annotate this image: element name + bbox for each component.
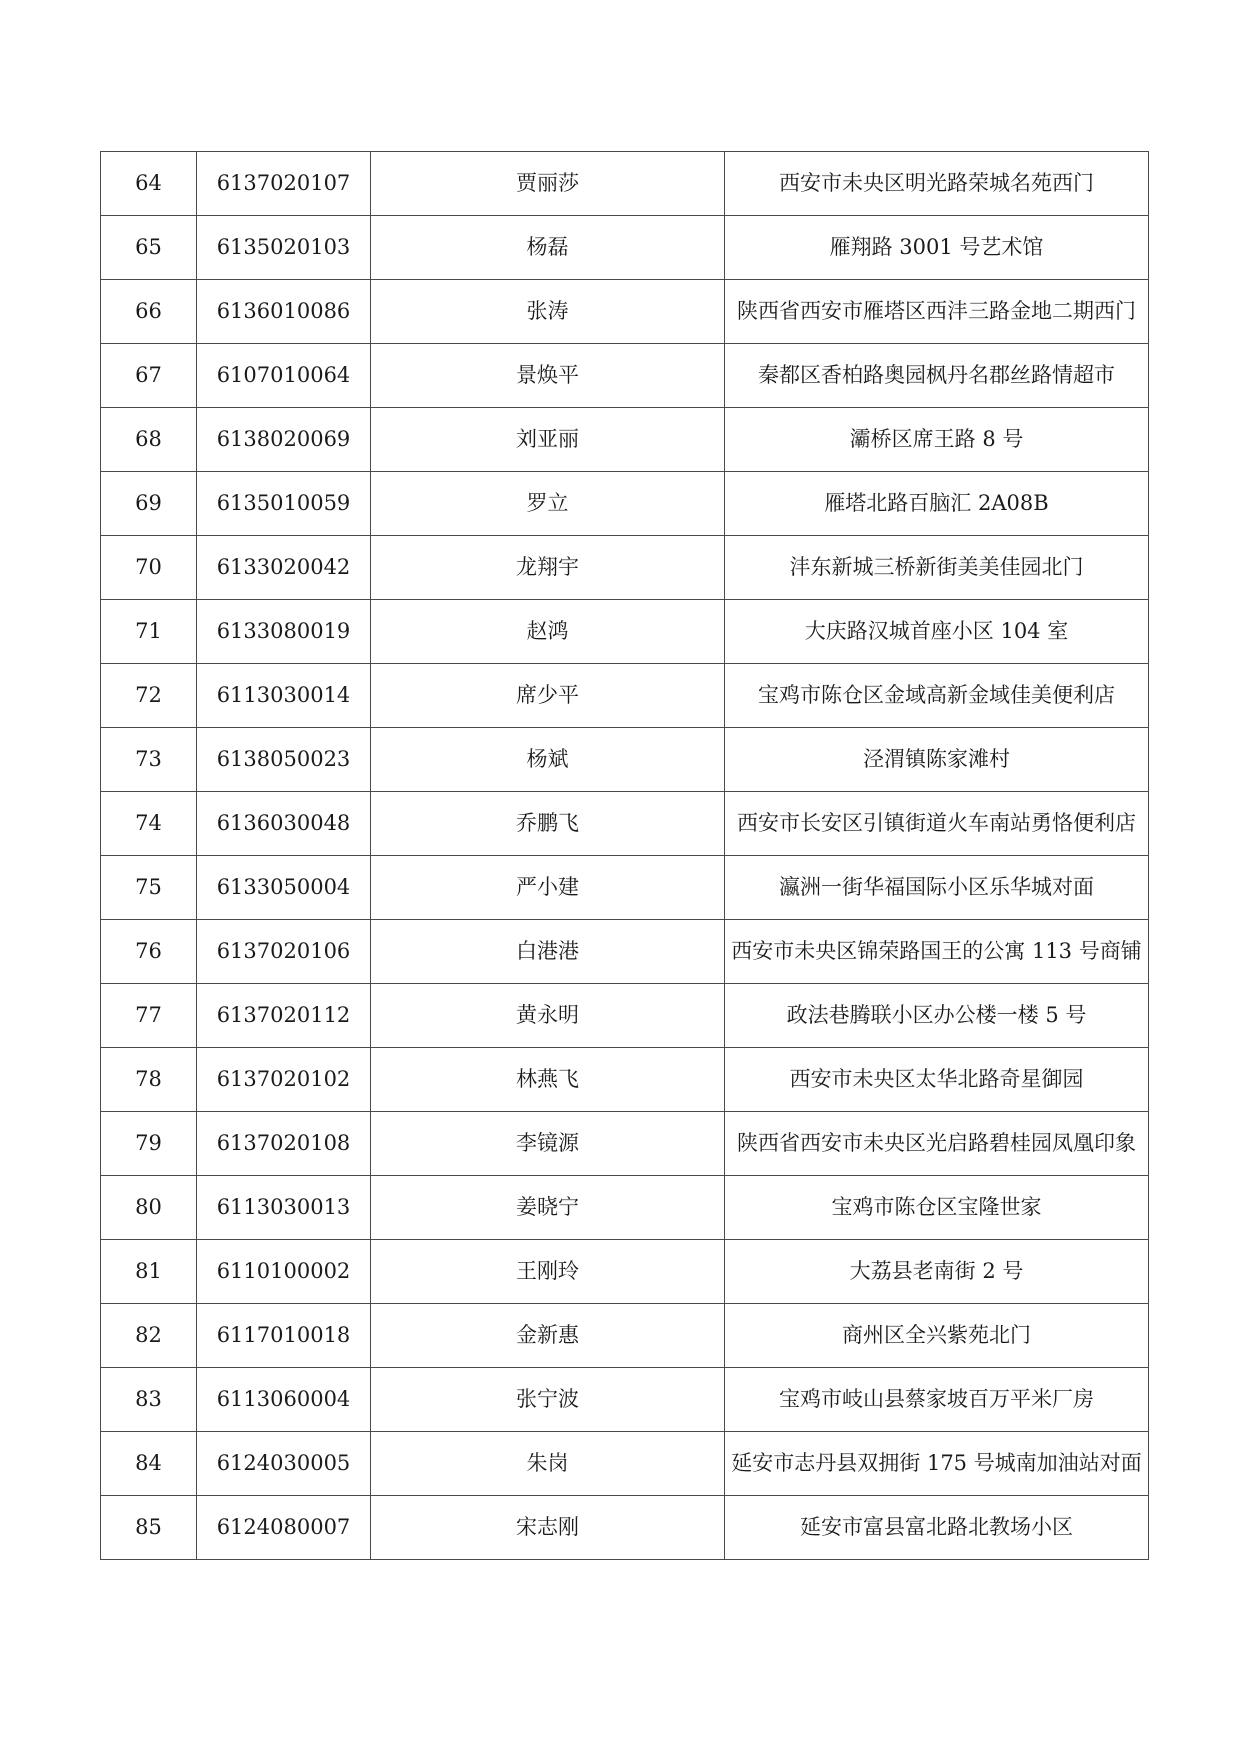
name-cell: 刘亚丽 [371,408,725,472]
address-cell: 政法巷腾联小区办公楼一楼 5 号 [725,984,1149,1048]
name-cell: 杨磊 [371,216,725,280]
name-cell: 罗立 [371,472,725,536]
table-row [101,472,1149,536]
roster-body [101,152,1149,1560]
code-cell: 6124080007 [197,1496,371,1560]
code-cell: 6113030014 [197,664,371,728]
table-row [101,984,1149,1048]
name-cell: 杨斌 [371,728,725,792]
address-cell: 商州区全兴紫苑北门 [725,1304,1149,1368]
row-number-cell: 78 [101,1048,197,1112]
name-cell: 朱岗 [371,1432,725,1496]
table-row [101,920,1149,984]
table-row [101,152,1149,216]
address-cell: 宝鸡市陈仓区宝隆世家 [725,1176,1149,1240]
name-cell: 黄永明 [371,984,725,1048]
table-row [101,536,1149,600]
table-row [101,1048,1149,1112]
station-roster-table [100,151,1149,1560]
row-number-cell: 79 [101,1112,197,1176]
code-cell: 6137020112 [197,984,371,1048]
row-number-cell: 81 [101,1240,197,1304]
code-cell: 6117010018 [197,1304,371,1368]
table-row [101,344,1149,408]
name-cell: 王刚玲 [371,1240,725,1304]
table-row [101,1368,1149,1432]
row-number-cell: 83 [101,1368,197,1432]
name-cell: 李镜源 [371,1112,725,1176]
row-number-cell: 71 [101,600,197,664]
code-cell: 6133080019 [197,600,371,664]
row-number-cell: 75 [101,856,197,920]
address-cell: 宝鸡市陈仓区金域高新金域佳美便利店 [725,664,1149,728]
row-number-cell: 68 [101,408,197,472]
table-row [101,856,1149,920]
code-cell: 6137020102 [197,1048,371,1112]
row-number-cell: 85 [101,1496,197,1560]
address-cell: 西安市长安区引镇街道火车南站勇恪便利店 [725,792,1149,856]
code-cell: 6133050004 [197,856,371,920]
table-row [101,1432,1149,1496]
address-cell: 陕西省西安市未央区光启路碧桂园凤凰印象 [725,1112,1149,1176]
name-cell: 林燕飞 [371,1048,725,1112]
row-number-cell: 64 [101,152,197,216]
name-cell: 贾丽莎 [371,152,725,216]
table-row [101,1240,1149,1304]
row-number-cell: 77 [101,984,197,1048]
name-cell: 景焕平 [371,344,725,408]
row-number-cell: 82 [101,1304,197,1368]
code-cell: 6113060004 [197,1368,371,1432]
address-cell: 雁翔路 3001 号艺术馆 [725,216,1149,280]
name-cell: 金新惠 [371,1304,725,1368]
table-row [101,1112,1149,1176]
name-cell: 张宁波 [371,1368,725,1432]
address-cell: 大庆路汉城首座小区 104 室 [725,600,1149,664]
code-cell: 6113030013 [197,1176,371,1240]
name-cell: 龙翔宇 [371,536,725,600]
table-row [101,600,1149,664]
code-cell: 6124030005 [197,1432,371,1496]
address-cell: 沣东新城三桥新街美美佳园北门 [725,536,1149,600]
table-row [101,216,1149,280]
table-row [101,664,1149,728]
address-cell: 雁塔北路百脑汇 2A08B [725,472,1149,536]
row-number-cell: 66 [101,280,197,344]
row-number-cell: 72 [101,664,197,728]
row-number-cell: 67 [101,344,197,408]
name-cell: 赵鸿 [371,600,725,664]
row-number-cell: 74 [101,792,197,856]
address-cell: 灞桥区席王路 8 号 [725,408,1149,472]
name-cell: 张涛 [371,280,725,344]
code-cell: 6136030048 [197,792,371,856]
name-cell: 白港港 [371,920,725,984]
table-row [101,1496,1149,1560]
code-cell: 6107010064 [197,344,371,408]
address-cell: 泾渭镇陈家滩村 [725,728,1149,792]
table-row [101,792,1149,856]
row-number-cell: 80 [101,1176,197,1240]
row-number-cell: 70 [101,536,197,600]
name-cell: 严小建 [371,856,725,920]
name-cell: 乔鹏飞 [371,792,725,856]
address-cell: 秦都区香柏路奥园枫丹名郡丝路情超市 [725,344,1149,408]
table-row [101,408,1149,472]
row-number-cell: 84 [101,1432,197,1496]
row-number-cell: 65 [101,216,197,280]
row-number-cell: 76 [101,920,197,984]
address-cell: 西安市未央区明光路荣城名苑西门 [725,152,1149,216]
address-cell: 延安市富县富北路北教场小区 [725,1496,1149,1560]
address-cell: 陕西省西安市雁塔区西沣三路金地二期西门 [725,280,1149,344]
code-cell: 6137020106 [197,920,371,984]
address-cell: 大荔县老南街 2 号 [725,1240,1149,1304]
code-cell: 6135020103 [197,216,371,280]
table-row [101,728,1149,792]
name-cell: 席少平 [371,664,725,728]
code-cell: 6138050023 [197,728,371,792]
address-cell: 延安市志丹县双拥街 175 号城南加油站对面 [725,1432,1149,1496]
row-number-cell: 73 [101,728,197,792]
code-cell: 6110100002 [197,1240,371,1304]
address-cell: 西安市未央区锦荣路国王的公寓 113 号商铺 [725,920,1149,984]
code-cell: 6137020108 [197,1112,371,1176]
address-cell: 宝鸡市岐山县蔡家坡百万平米厂房 [725,1368,1149,1432]
code-cell: 6138020069 [197,408,371,472]
table-row [101,1304,1149,1368]
code-cell: 6133020042 [197,536,371,600]
address-cell: 西安市未央区太华北路奇星御园 [725,1048,1149,1112]
code-cell: 6137020107 [197,152,371,216]
address-cell: 瀛洲一街华福国际小区乐华城对面 [725,856,1149,920]
table-row [101,280,1149,344]
name-cell: 宋志刚 [371,1496,725,1560]
name-cell: 姜晓宁 [371,1176,725,1240]
row-number-cell: 69 [101,472,197,536]
code-cell: 6136010086 [197,280,371,344]
table-row [101,1176,1149,1240]
code-cell: 6135010059 [197,472,371,536]
